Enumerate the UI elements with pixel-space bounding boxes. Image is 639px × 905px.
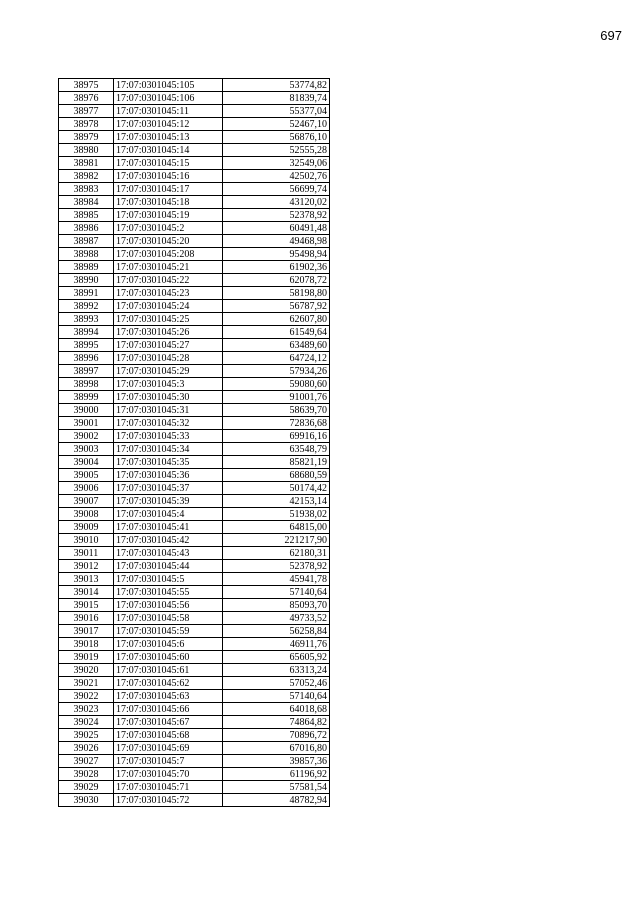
- cadastral-number-cell: 17:07:0301045:42: [114, 534, 223, 547]
- table-row: [59, 430, 330, 443]
- row-number-cell: 38982: [59, 170, 114, 183]
- row-number-cell: 39024: [59, 716, 114, 729]
- cadastral-number-cell: 17:07:0301045:39: [114, 495, 223, 508]
- row-number-cell: 39016: [59, 612, 114, 625]
- cadastral-value-cell: 39857,36: [223, 755, 330, 768]
- table-row: [59, 534, 330, 547]
- cadastral-number-cell: 17:07:0301045:41: [114, 521, 223, 534]
- cadastral-number-cell: 17:07:0301045:62: [114, 677, 223, 690]
- cadastral-value-cell: 45941,78: [223, 573, 330, 586]
- table-row: [59, 586, 330, 599]
- cadastral-value-cell: 57052,46: [223, 677, 330, 690]
- cadastral-value-cell: 56876,10: [223, 131, 330, 144]
- cadastral-value-cell: 42502,76: [223, 170, 330, 183]
- row-number-cell: 39006: [59, 482, 114, 495]
- cadastral-number-cell: 17:07:0301045:37: [114, 482, 223, 495]
- row-number-cell: 39025: [59, 729, 114, 742]
- cadastral-number-cell: 17:07:0301045:33: [114, 430, 223, 443]
- row-number-cell: 38977: [59, 105, 114, 118]
- row-number-cell: 38996: [59, 352, 114, 365]
- cadastral-value-cell: 62607,80: [223, 313, 330, 326]
- table-row: [59, 677, 330, 690]
- row-number-cell: 39022: [59, 690, 114, 703]
- table-row: [59, 664, 330, 677]
- row-number-cell: 39000: [59, 404, 114, 417]
- table-row: [59, 183, 330, 196]
- cadastral-number-cell: 17:07:0301045:28: [114, 352, 223, 365]
- cadastral-number-cell: 17:07:0301045:13: [114, 131, 223, 144]
- cadastral-value-cell: 43120,02: [223, 196, 330, 209]
- cadastral-number-cell: 17:07:0301045:43: [114, 547, 223, 560]
- table-row: [59, 508, 330, 521]
- table-row: [59, 300, 330, 313]
- cadastral-value-cell: 64018,68: [223, 703, 330, 716]
- row-number-cell: 38989: [59, 261, 114, 274]
- cadastral-value-cell: 64724,12: [223, 352, 330, 365]
- table-row: [59, 794, 330, 807]
- row-number-cell: 38981: [59, 157, 114, 170]
- table-row: [59, 573, 330, 586]
- cadastral-number-cell: 17:07:0301045:106: [114, 92, 223, 105]
- cadastral-value-cell: 69916,16: [223, 430, 330, 443]
- cadastral-number-cell: 17:07:0301045:58: [114, 612, 223, 625]
- table-row: [59, 196, 330, 209]
- row-number-cell: 38983: [59, 183, 114, 196]
- cadastral-value-cell: 52555,28: [223, 144, 330, 157]
- cadastral-value-cell: 56258,84: [223, 625, 330, 638]
- cadastral-value-cell: 72836,68: [223, 417, 330, 430]
- cadastral-number-cell: 17:07:0301045:16: [114, 170, 223, 183]
- cadastral-number-cell: 17:07:0301045:70: [114, 768, 223, 781]
- row-number-cell: 39007: [59, 495, 114, 508]
- cadastral-value-cell: 57934,26: [223, 365, 330, 378]
- table-row: [59, 378, 330, 391]
- cadastral-value-cell: 52378,92: [223, 560, 330, 573]
- table-row: [59, 365, 330, 378]
- cadastral-value-cell: 52467,10: [223, 118, 330, 131]
- table-row: [59, 157, 330, 170]
- cadastral-value-cell: 63489,60: [223, 339, 330, 352]
- cadastral-value-cell: 85821,19: [223, 456, 330, 469]
- cadastral-number-cell: 17:07:0301045:36: [114, 469, 223, 482]
- table-row: [59, 651, 330, 664]
- cadastral-number-cell: 17:07:0301045:2: [114, 222, 223, 235]
- row-number-cell: 39028: [59, 768, 114, 781]
- cadastral-number-cell: 17:07:0301045:63: [114, 690, 223, 703]
- table-row: [59, 469, 330, 482]
- table-row: [59, 287, 330, 300]
- cadastral-value-cell: 46911,76: [223, 638, 330, 651]
- table-row: [59, 352, 330, 365]
- cadastral-number-cell: 17:07:0301045:17: [114, 183, 223, 196]
- row-number-cell: 38975: [59, 79, 114, 92]
- cadastral-number-cell: 17:07:0301045:7: [114, 755, 223, 768]
- cadastral-number-cell: 17:07:0301045:67: [114, 716, 223, 729]
- cadastral-value-cell: 53774,82: [223, 79, 330, 92]
- row-number-cell: 39013: [59, 573, 114, 586]
- cadastral-number-cell: 17:07:0301045:12: [114, 118, 223, 131]
- page-number: 697: [600, 28, 622, 43]
- table-row: [59, 118, 330, 131]
- table-row: [59, 313, 330, 326]
- table-row: [59, 638, 330, 651]
- row-number-cell: 39012: [59, 560, 114, 573]
- table-body: [59, 79, 330, 807]
- row-number-cell: 38984: [59, 196, 114, 209]
- cadastral-number-cell: 17:07:0301045:19: [114, 209, 223, 222]
- table-row: [59, 729, 330, 742]
- row-number-cell: 39003: [59, 443, 114, 456]
- table-row: [59, 547, 330, 560]
- row-number-cell: 39009: [59, 521, 114, 534]
- cadastral-value-cell: 59080,60: [223, 378, 330, 391]
- row-number-cell: 39019: [59, 651, 114, 664]
- row-number-cell: 38988: [59, 248, 114, 261]
- cadastral-value-cell: 51938,02: [223, 508, 330, 521]
- row-number-cell: 39030: [59, 794, 114, 807]
- cadastral-number-cell: 17:07:0301045:56: [114, 599, 223, 612]
- row-number-cell: 38991: [59, 287, 114, 300]
- cadastral-number-cell: 17:07:0301045:22: [114, 274, 223, 287]
- row-number-cell: 39017: [59, 625, 114, 638]
- table-row: [59, 235, 330, 248]
- table-row: [59, 716, 330, 729]
- cadastral-value-cell: 62078,72: [223, 274, 330, 287]
- cadastral-value-cell: 61902,36: [223, 261, 330, 274]
- cadastral-number-cell: 17:07:0301045:26: [114, 326, 223, 339]
- table-row: [59, 482, 330, 495]
- row-number-cell: 39026: [59, 742, 114, 755]
- row-number-cell: 39014: [59, 586, 114, 599]
- cadastral-number-cell: 17:07:0301045:208: [114, 248, 223, 261]
- table-row: [59, 599, 330, 612]
- cadastral-number-cell: 17:07:0301045:21: [114, 261, 223, 274]
- row-number-cell: 38976: [59, 92, 114, 105]
- cadastral-value-cell: 58198,80: [223, 287, 330, 300]
- row-number-cell: 39020: [59, 664, 114, 677]
- row-number-cell: 38987: [59, 235, 114, 248]
- row-number-cell: 38995: [59, 339, 114, 352]
- cadastral-value-cell: 48782,94: [223, 794, 330, 807]
- row-number-cell: 39010: [59, 534, 114, 547]
- table-row: [59, 404, 330, 417]
- cadastral-number-cell: 17:07:0301045:25: [114, 313, 223, 326]
- cadastral-value-cell: 221217,90: [223, 534, 330, 547]
- row-number-cell: 38978: [59, 118, 114, 131]
- cadastral-value-cell: 68680,59: [223, 469, 330, 482]
- cadastral-number-cell: 17:07:0301045:35: [114, 456, 223, 469]
- row-number-cell: 38979: [59, 131, 114, 144]
- cadastral-number-cell: 17:07:0301045:11: [114, 105, 223, 118]
- cadastral-value-table: [58, 78, 330, 807]
- row-number-cell: 38993: [59, 313, 114, 326]
- row-number-cell: 38999: [59, 391, 114, 404]
- table-row: [59, 131, 330, 144]
- table-row: [59, 222, 330, 235]
- cadastral-value-cell: 64815,00: [223, 521, 330, 534]
- cadastral-number-cell: 17:07:0301045:15: [114, 157, 223, 170]
- cadastral-number-cell: 17:07:0301045:69: [114, 742, 223, 755]
- row-number-cell: 38980: [59, 144, 114, 157]
- row-number-cell: 38985: [59, 209, 114, 222]
- cadastral-number-cell: 17:07:0301045:59: [114, 625, 223, 638]
- cadastral-value-cell: 60491,48: [223, 222, 330, 235]
- table-row: [59, 248, 330, 261]
- cadastral-number-cell: 17:07:0301045:30: [114, 391, 223, 404]
- row-number-cell: 39011: [59, 547, 114, 560]
- cadastral-value-cell: 57581,54: [223, 781, 330, 794]
- cadastral-value-cell: 63548,79: [223, 443, 330, 456]
- table-row: [59, 625, 330, 638]
- cadastral-number-cell: 17:07:0301045:4: [114, 508, 223, 521]
- cadastral-number-cell: 17:07:0301045:14: [114, 144, 223, 157]
- cadastral-number-cell: 17:07:0301045:34: [114, 443, 223, 456]
- cadastral-number-cell: 17:07:0301045:20: [114, 235, 223, 248]
- cadastral-number-cell: 17:07:0301045:31: [114, 404, 223, 417]
- cadastral-value-cell: 91001,76: [223, 391, 330, 404]
- table-row: [59, 417, 330, 430]
- cadastral-value-cell: 61196,92: [223, 768, 330, 781]
- cadastral-number-cell: 17:07:0301045:29: [114, 365, 223, 378]
- cadastral-number-cell: 17:07:0301045:66: [114, 703, 223, 716]
- row-number-cell: 39005: [59, 469, 114, 482]
- cadastral-number-cell: 17:07:0301045:68: [114, 729, 223, 742]
- table-row: [59, 521, 330, 534]
- cadastral-value-cell: 74864,82: [223, 716, 330, 729]
- row-number-cell: 39015: [59, 599, 114, 612]
- cadastral-value-cell: 81839,74: [223, 92, 330, 105]
- table-row: [59, 274, 330, 287]
- row-number-cell: 39004: [59, 456, 114, 469]
- table-row: [59, 261, 330, 274]
- row-number-cell: 39023: [59, 703, 114, 716]
- table-row: [59, 443, 330, 456]
- row-number-cell: 38997: [59, 365, 114, 378]
- cadastral-value-cell: 62180,31: [223, 547, 330, 560]
- cadastral-value-cell: 61549,64: [223, 326, 330, 339]
- cadastral-number-cell: 17:07:0301045:72: [114, 794, 223, 807]
- cadastral-number-cell: 17:07:0301045:18: [114, 196, 223, 209]
- row-number-cell: 38992: [59, 300, 114, 313]
- table-row: [59, 326, 330, 339]
- cadastral-number-cell: 17:07:0301045:27: [114, 339, 223, 352]
- row-number-cell: 39029: [59, 781, 114, 794]
- cadastral-number-cell: 17:07:0301045:71: [114, 781, 223, 794]
- table-row: [59, 339, 330, 352]
- row-number-cell: 38990: [59, 274, 114, 287]
- cadastral-value-cell: 85093,70: [223, 599, 330, 612]
- table-row: [59, 92, 330, 105]
- row-number-cell: 38994: [59, 326, 114, 339]
- cadastral-value-cell: 52378,92: [223, 209, 330, 222]
- cadastral-value-cell: 56787,92: [223, 300, 330, 313]
- cadastral-value-cell: 95498,94: [223, 248, 330, 261]
- table-row: [59, 768, 330, 781]
- cadastral-value-cell: 56699,74: [223, 183, 330, 196]
- table-row: [59, 456, 330, 469]
- cadastral-value-cell: 67016,80: [223, 742, 330, 755]
- row-number-cell: 39018: [59, 638, 114, 651]
- cadastral-value-cell: 49733,52: [223, 612, 330, 625]
- cadastral-number-cell: 17:07:0301045:55: [114, 586, 223, 599]
- cadastral-value-cell: 55377,04: [223, 105, 330, 118]
- cadastral-value-cell: 58639,70: [223, 404, 330, 417]
- cadastral-number-cell: 17:07:0301045:5: [114, 573, 223, 586]
- cadastral-number-cell: 17:07:0301045:6: [114, 638, 223, 651]
- cadastral-number-cell: 17:07:0301045:44: [114, 560, 223, 573]
- cadastral-number-cell: 17:07:0301045:32: [114, 417, 223, 430]
- table-row: [59, 690, 330, 703]
- table-row: [59, 742, 330, 755]
- table-row: [59, 105, 330, 118]
- cadastral-number-cell: 17:07:0301045:61: [114, 664, 223, 677]
- cadastral-value-cell: 63313,24: [223, 664, 330, 677]
- cadastral-number-cell: 17:07:0301045:23: [114, 287, 223, 300]
- cadastral-value-cell: 32549,06: [223, 157, 330, 170]
- table-row: [59, 209, 330, 222]
- table-row: [59, 781, 330, 794]
- row-number-cell: 39021: [59, 677, 114, 690]
- table-row: [59, 391, 330, 404]
- row-number-cell: 39027: [59, 755, 114, 768]
- table-row: [59, 144, 330, 157]
- row-number-cell: 39002: [59, 430, 114, 443]
- table-row: [59, 755, 330, 768]
- table-row: [59, 612, 330, 625]
- cadastral-value-cell: 70896,72: [223, 729, 330, 742]
- cadastral-number-cell: 17:07:0301045:3: [114, 378, 223, 391]
- row-number-cell: 39001: [59, 417, 114, 430]
- cadastral-number-cell: 17:07:0301045:105: [114, 79, 223, 92]
- cadastral-value-cell: 50174,42: [223, 482, 330, 495]
- cadastral-number-cell: 17:07:0301045:60: [114, 651, 223, 664]
- cadastral-value-cell: 57140,64: [223, 586, 330, 599]
- table-row: [59, 560, 330, 573]
- table-row: [59, 79, 330, 92]
- cadastral-value-cell: 49468,98: [223, 235, 330, 248]
- cadastral-value-cell: 42153,14: [223, 495, 330, 508]
- cadastral-value-cell: 65605,92: [223, 651, 330, 664]
- row-number-cell: 38986: [59, 222, 114, 235]
- table-row: [59, 495, 330, 508]
- row-number-cell: 38998: [59, 378, 114, 391]
- row-number-cell: 39008: [59, 508, 114, 521]
- table-row: [59, 170, 330, 183]
- cadastral-value-cell: 57140,64: [223, 690, 330, 703]
- cadastral-number-cell: 17:07:0301045:24: [114, 300, 223, 313]
- table-row: [59, 703, 330, 716]
